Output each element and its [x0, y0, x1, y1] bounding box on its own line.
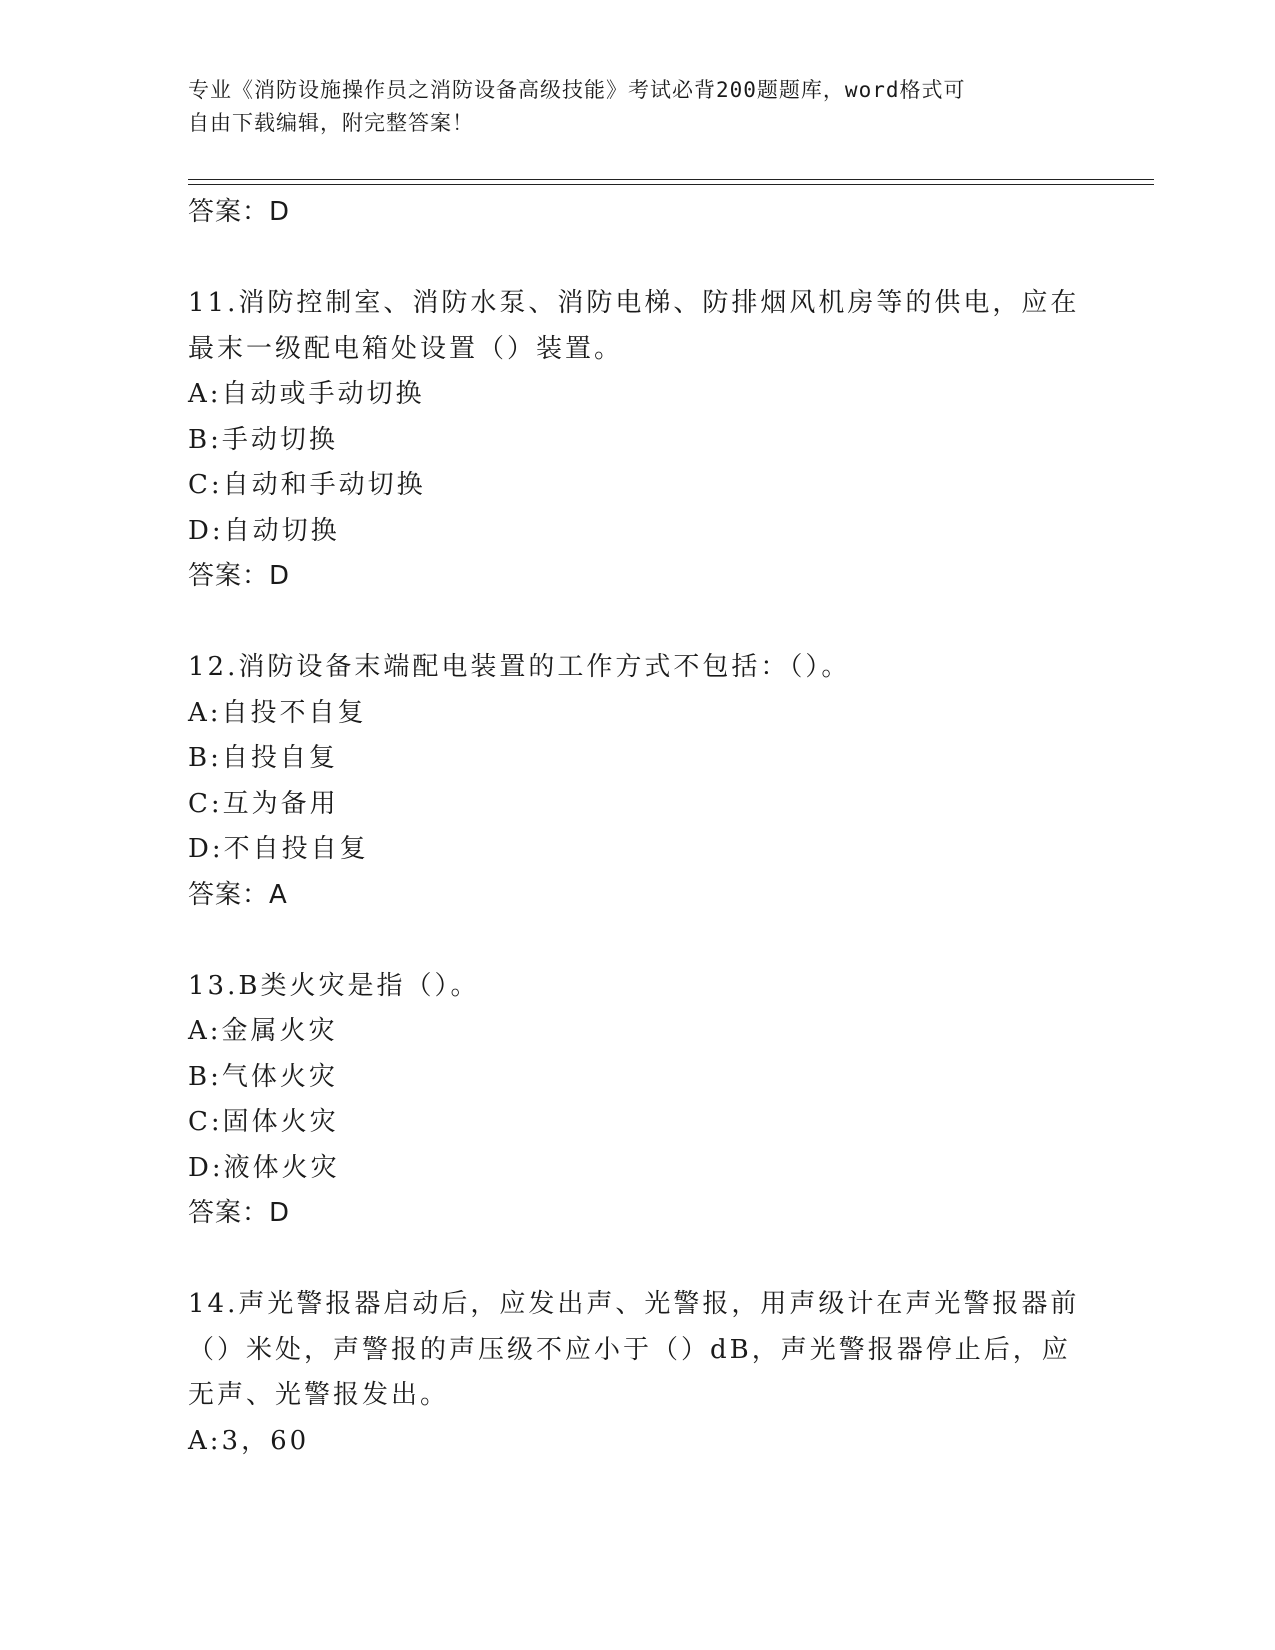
question-stem-line: 最末一级配电箱处设置（）装置。 — [188, 333, 624, 364]
answer: 答案：D — [188, 561, 291, 591]
previous-answer: 答案：D — [188, 197, 291, 227]
header-divider-top — [188, 179, 1154, 180]
document-header — [188, 74, 1088, 140]
answer: 答案：A — [188, 879, 288, 910]
question-14 — [188, 1282, 1128, 1464]
header-line-1: 专业《消防设施操作员之消防设备高级技能》考试必背200题题库，word格式可 — [188, 78, 966, 102]
option-a: A:自投不自复 — [188, 697, 367, 728]
question-stem-line: 12.消防设备末端配电装置的工作方式不包括：（）。 — [188, 652, 851, 682]
question-stem-line: 13.B类火灾是指（）。 — [188, 970, 480, 1001]
option-a: A:3，60 — [188, 1425, 310, 1456]
option-c: C:固体火灾 — [188, 1107, 339, 1137]
option-a: A:金属火灾 — [188, 1016, 338, 1046]
question-12 — [188, 645, 1128, 918]
header-divider-bottom — [188, 184, 1154, 185]
question-stem-line: （）米处，声警报的声压级不应小于（）dB，声光警报器停止后，应 — [188, 1334, 1071, 1365]
option-b: B:手动切换 — [188, 424, 338, 455]
question-stem-line: 无声、光警报发出。 — [188, 1380, 450, 1410]
question-11 — [188, 281, 1128, 600]
option-d: D:液体火灾 — [188, 1152, 340, 1183]
option-a: A:自动或手动切换 — [188, 379, 425, 409]
question-13 — [188, 964, 1128, 1237]
question-stem-line: 11.消防控制室、消防水泵、消防电梯、防排烟风机房等的供电，应在 — [188, 288, 1080, 318]
option-c: C:互为备用 — [188, 788, 339, 819]
question-list — [188, 190, 1128, 1464]
option-d: D:自动切换 — [188, 515, 340, 546]
option-c: C:自动和手动切换 — [188, 470, 426, 500]
option-b: B:气体火灾 — [188, 1061, 338, 1092]
option-b: B:自投自复 — [188, 743, 338, 773]
question-stem-line: 14.声光警报器启动后，应发出声、光警报，用声级计在声光警报器前 — [188, 1289, 1080, 1319]
header-line-2: 自由下载编辑，附完整答案！ — [188, 111, 474, 135]
option-d: D:不自投自复 — [188, 834, 369, 864]
answer: 答案：D — [188, 1198, 291, 1228]
